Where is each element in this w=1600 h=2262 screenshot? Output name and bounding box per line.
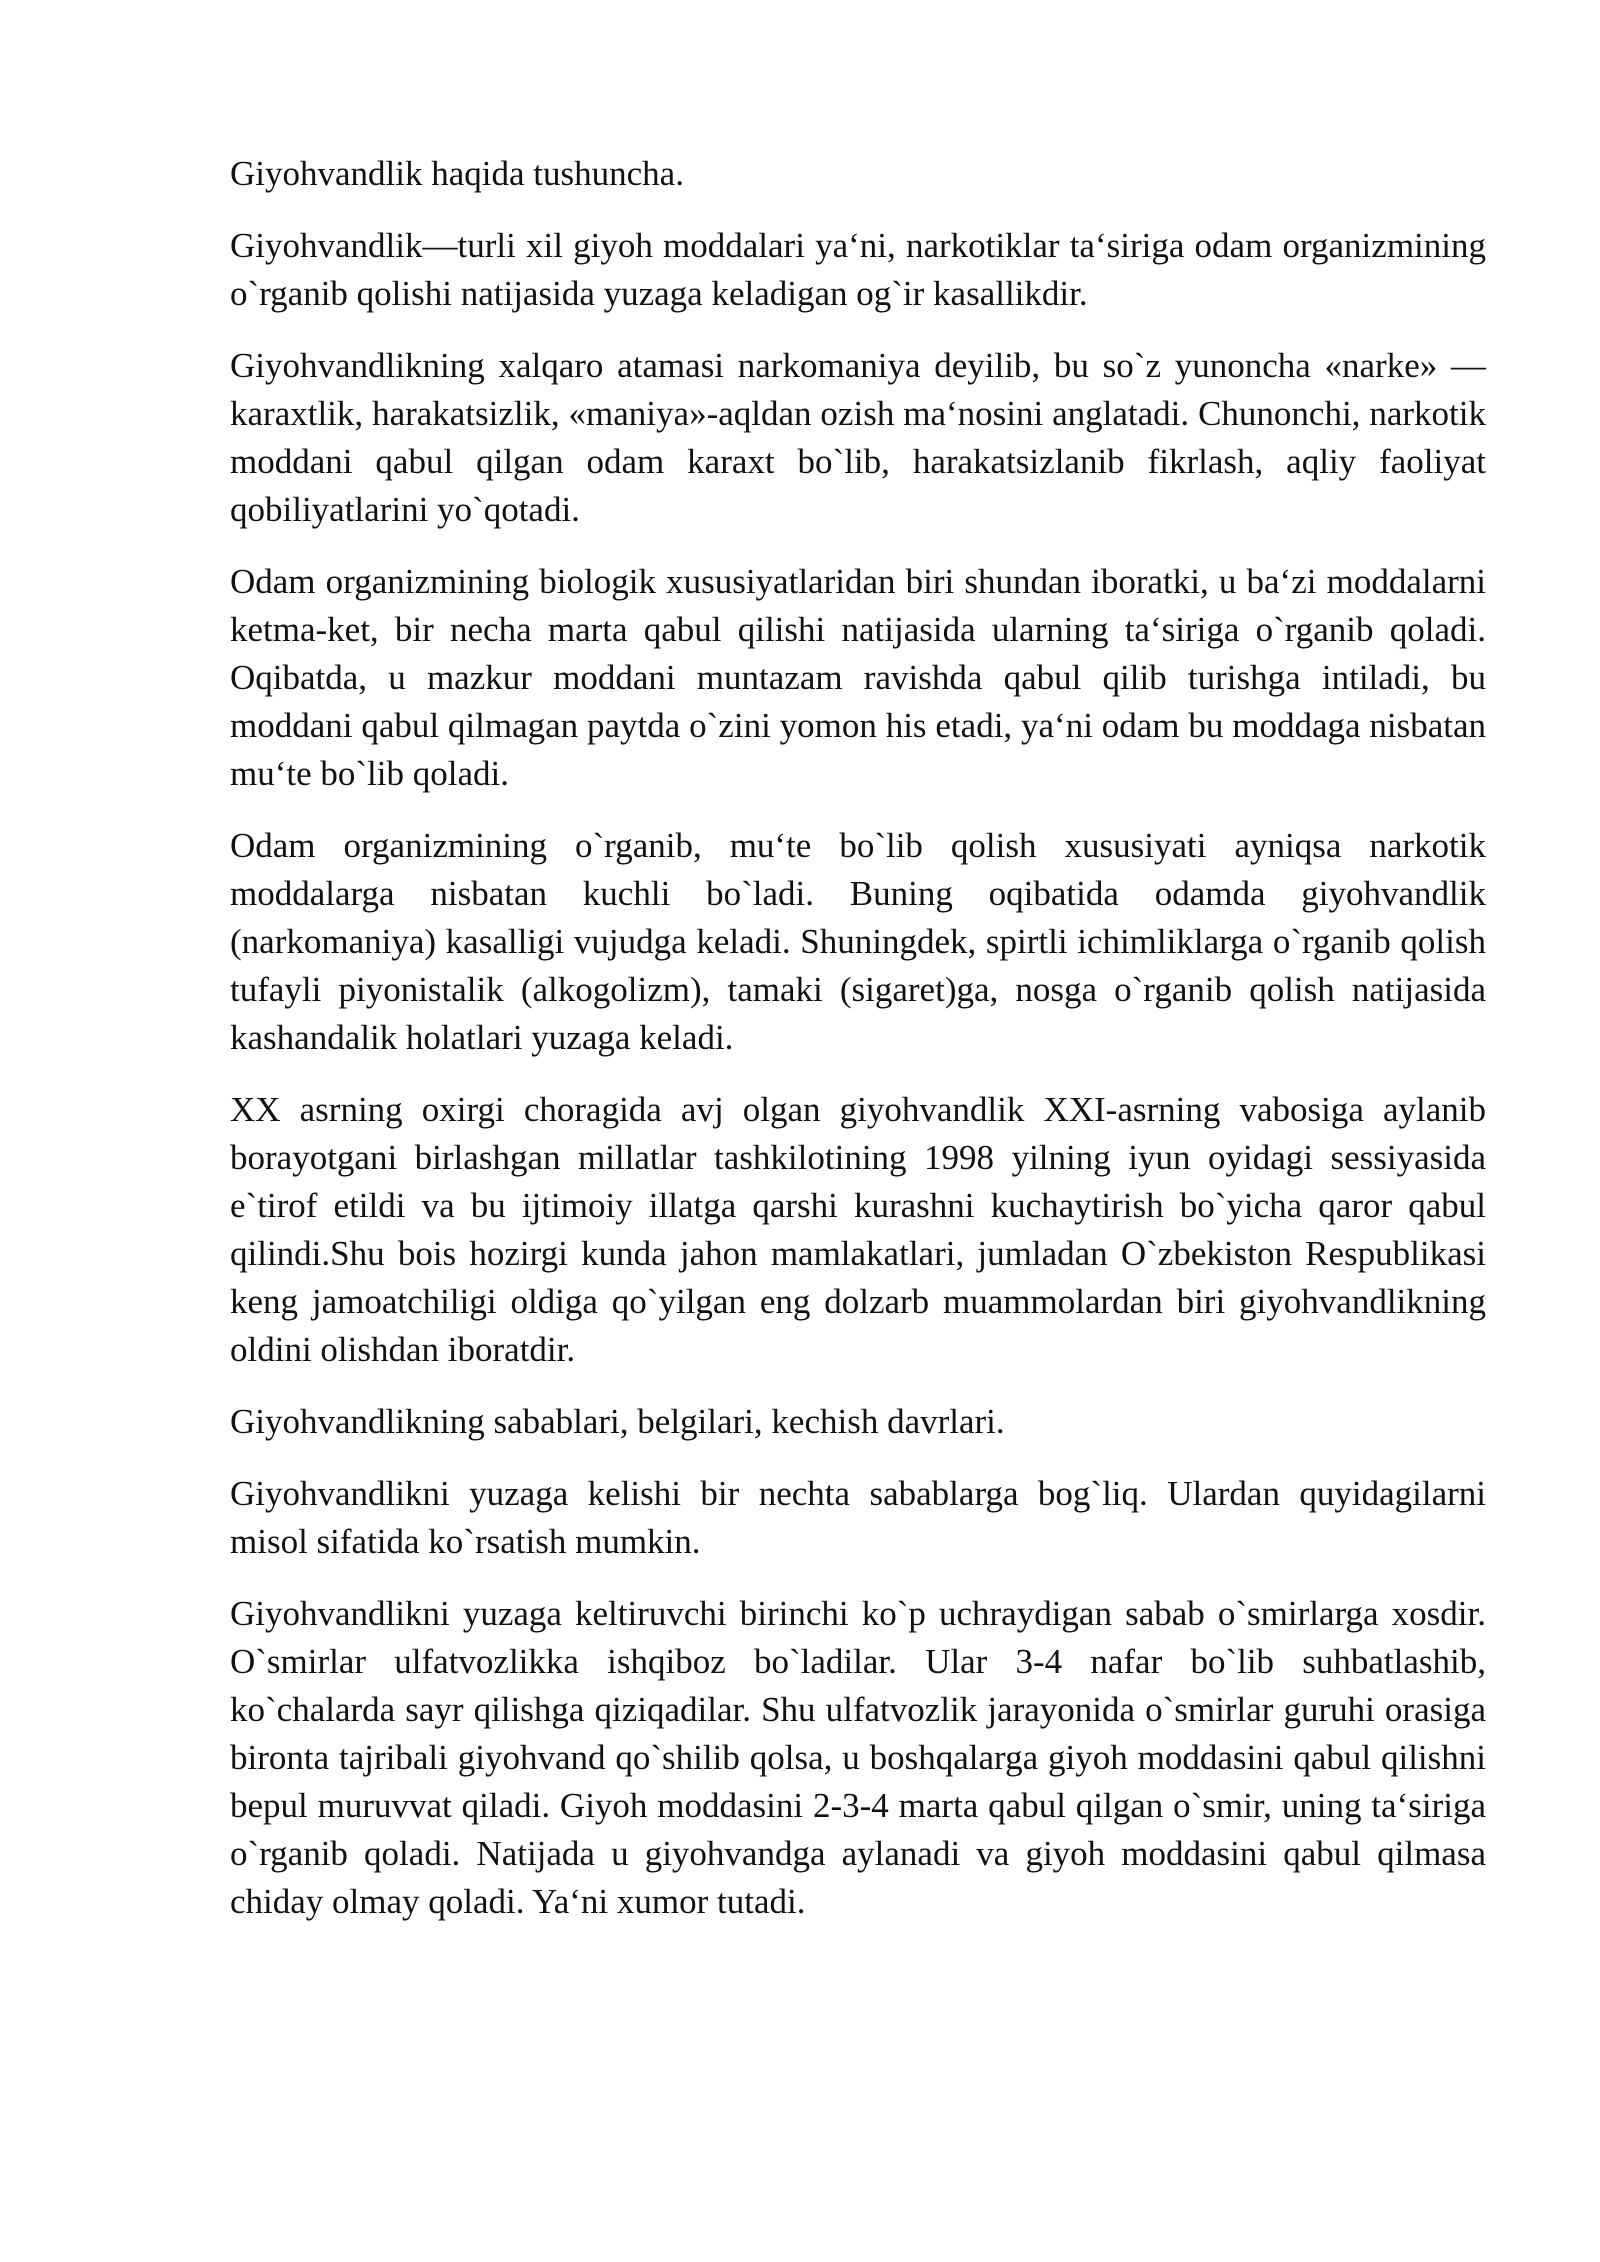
section-heading: Giyohvandlik haqida tushuncha. xyxy=(230,154,684,193)
paragraph: Giyohvandlikni yuzaga kelishi bir nechta sabablarga bog`liq. Ulardan quyidagilarni misol sifatida ko`rsatish mumkin. xyxy=(230,1474,1486,1561)
paragraph: Giyohvandlikni yuzaga keltiruvchi birinchi ko`p uchraydigan sabab o`smirlarga xosdir. O`smirlar ulfatvozlikka ishqiboz bo`ladilar. Ular 3-4 nafar bo`lib suhbatlashib, ko`chalarda sayr qilishga qiziqadilar. Shu ulfatvozlik jarayonida o`smirlar guruhi orasiga bironta tajribali giyohvand qo`shilib qolsa, u boshqalarga giyoh moddasini qabul qilishni bepul muruvvat qiladi. Giyoh moddasini 2-3-4 marta qabul qilgan o`smir, uning ta‘siriga o`rganib qoladi. Natijada u giyohvandga aylanadi va giyoh moddasini qabul qilmasa chiday olmay qoladi. Ya‘ni xumor tutadi. xyxy=(230,1594,1486,1921)
paragraph: Giyohvandlikning xalqaro atamasi narkomaniya deyilib, bu so`z yunoncha «narke» — karaxtlik, harakatsizlik, «maniya»-aqldan ozish ma‘nosini anglatadi. Chunonchi, narkotik moddani qabul qilgan odam karaxt bo`lib, harakatsizlanib fikrlash, aqliy faoliyat qobiliyatlarini yo`qotadi. xyxy=(230,346,1486,529)
paragraph: XX asrning oxirgi choragida avj olgan giyohvandlik XXI-asrning vabosiga aylanib borayotgani birlashgan millatlar tashkilotining 1998 yilning iyun oyidagi sessiyasida e`tirof etildi va bu ijtimoiy illatga qarshi kurashni kuchaytirish bo`yicha qaror qabul qilindi.Shu bois hozirgi kunda jahon mamlakatlari, jumladan O`zbekiston Respublikasi keng jamoatchiligi oldiga qo`yilgan eng dolzarb muammolardan biri giyohvandlikning oldini olishdan iboratdir. xyxy=(230,1090,1486,1369)
paragraph: Odam organizmining biologik xususiyatlaridan biri shundan iboratki, u ba‘zi moddalarni ketma-ket, bir necha marta qabul qilishi natijasida ularning ta‘siriga o`rganib qoladi. Oqibatda, u mazkur moddani muntazam ravishda qabul qilib turishga intiladi, bu moddani qabul qilmagan paytda o`zini yomon his etadi, ya‘ni odam bu moddaga nisbatan mu‘te bo`lib qoladi. xyxy=(230,562,1486,793)
document-page xyxy=(230,150,1486,1950)
paragraph: Giyohvandlik—turli xil giyoh moddalari ya‘ni, narkotiklar ta‘siriga odam organizmining o`rganib qolishi natijasida yuzaga keladigan og`ir kasallikdir. xyxy=(230,226,1486,313)
paragraph: Odam organizmining o`rganib, mu‘te bo`lib qolish xususiyati ayniqsa narkotik moddalarga nisbatan kuchli bo`ladi. Buning oqibatida odamda giyohvandlik (narkomaniya) kasalligi vujudga keladi. Shuningdek, spirtli ichimliklarga o`rganib qolish tufayli piyonistalik (alkogolizm), tamaki (sigaret)ga, nosga o`rganib qolish natijasida kashandalik holatlari yuzaga keladi. xyxy=(230,826,1486,1057)
section-heading: Giyohvandlikning sabablari, belgilari, kechish davrlari. xyxy=(230,1402,1005,1441)
